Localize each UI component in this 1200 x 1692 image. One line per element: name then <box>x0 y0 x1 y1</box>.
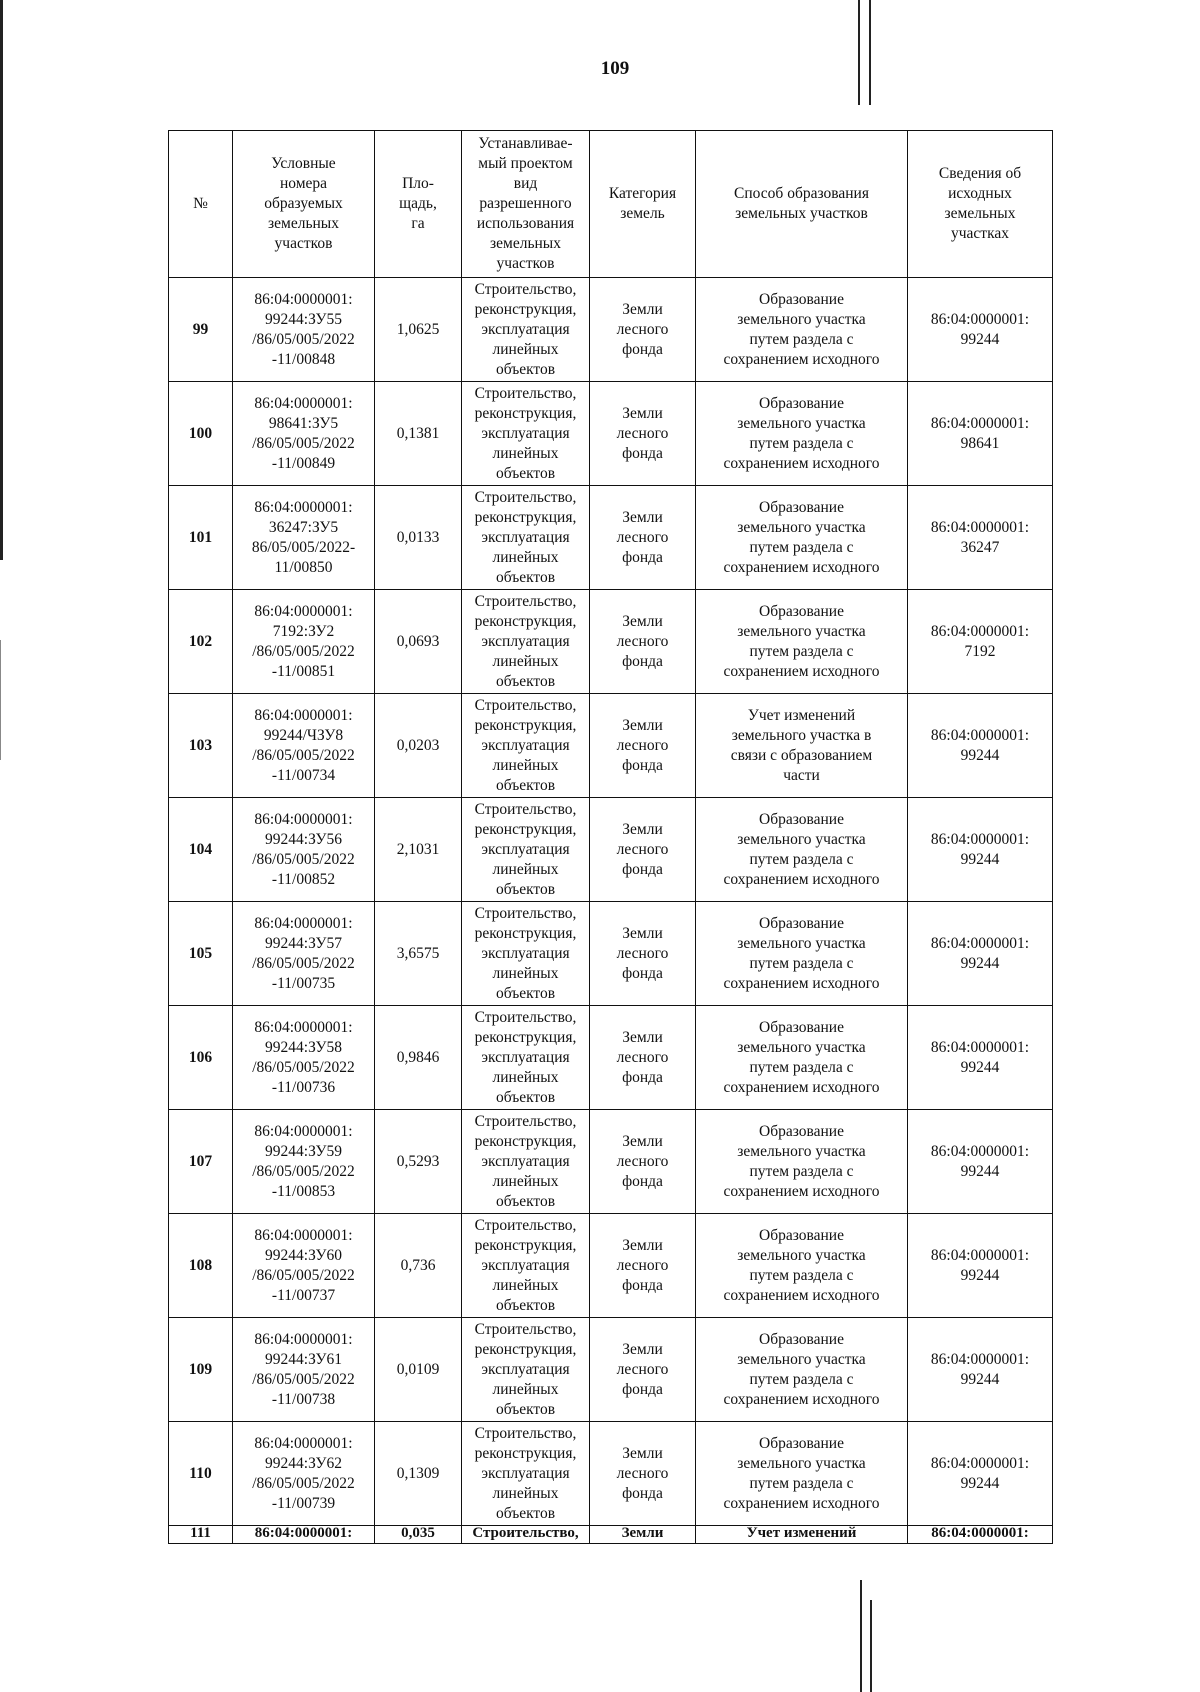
cell-permitted-use: Строительство, реконструкция, эксплуатация линейных объектов <box>462 1422 590 1526</box>
table-row <box>169 590 1053 694</box>
cell-formation-method: Образование земельного участка путем раздела с сохранением исходного <box>696 382 908 486</box>
cell-source-plot: 86:04:0000001: 99244 <box>908 1422 1053 1526</box>
cell-area: 1,0625 <box>375 278 462 382</box>
cell-source-plot: 86:04:0000001: 99244 <box>908 278 1053 382</box>
cell-number: 111 <box>169 1526 233 1544</box>
table-row <box>169 382 1053 486</box>
cell-cadastral-number: 86:04:0000001: 99244:ЗУ60 /86/05/005/2022 -11/00737 <box>233 1214 375 1318</box>
cell-area: 0,0693 <box>375 590 462 694</box>
cell-number: 102 <box>169 590 233 694</box>
table-row <box>169 1214 1053 1318</box>
cell-land-category: Земли лесного фонда <box>590 902 696 1006</box>
cell-cadastral-number: 86:04:0000001: 99244:ЗУ61 /86/05/005/2022 -11/00738 <box>233 1318 375 1422</box>
cell-land-category: Земли лесного фонда <box>590 486 696 590</box>
header-land-category: Категория земель <box>590 131 696 278</box>
cell-cadastral-number: 86:04:0000001: 99244:ЗУ57 /86/05/005/2022 -11/00735 <box>233 902 375 1006</box>
cell-number: 106 <box>169 1006 233 1110</box>
cell-land-category: Земли лесного фонда <box>590 278 696 382</box>
cell-land-category: Земли лесного фонда <box>590 1318 696 1422</box>
cell-formation-method: Образование земельного участка путем раздела с сохранением исходного <box>696 1318 908 1422</box>
cell-land-category: Земли лесного фонда <box>590 694 696 798</box>
cell-number: 107 <box>169 1110 233 1214</box>
table-header-row <box>169 131 1053 278</box>
cell-source-plot: 86:04:0000001: 7192 <box>908 590 1053 694</box>
cell-cadastral-number: 86:04:0000001: 99244:ЗУ62 /86/05/005/2022 -11/00739 <box>233 1422 375 1526</box>
cell-permitted-use: Строительство, <box>462 1526 590 1544</box>
cell-formation-method: Образование земельного участка путем раздела с сохранением исходного <box>696 1006 908 1110</box>
cell-land-category: Земли лесного фонда <box>590 590 696 694</box>
cell-permitted-use: Строительство, реконструкция, эксплуатация линейных объектов <box>462 382 590 486</box>
cell-formation-method: Образование земельного участка путем раздела с сохранением исходного <box>696 1214 908 1318</box>
cell-land-category: Земли лесного фонда <box>590 382 696 486</box>
cell-formation-method: Образование земельного участка путем раздела с сохранением исходного <box>696 1422 908 1526</box>
land-plots-table <box>168 130 1053 1544</box>
cell-land-category: Земли лесного фонда <box>590 798 696 902</box>
cell-cadastral-number: 86:04:0000001: 99244:ЗУ55 /86/05/005/2022 -11/00848 <box>233 278 375 382</box>
header-number: № <box>169 131 233 278</box>
cell-number: 108 <box>169 1214 233 1318</box>
cell-source-plot: 86:04:0000001: 98641 <box>908 382 1053 486</box>
cell-source-plot: 86:04:0000001: 99244 <box>908 798 1053 902</box>
cell-land-category: Земли лесного фонда <box>590 1422 696 1526</box>
table-row <box>169 798 1053 902</box>
cell-formation-method: Учет изменений <box>696 1526 908 1544</box>
scan-edge-line <box>0 0 3 560</box>
cell-formation-method: Образование земельного участка путем раздела с сохранением исходного <box>696 798 908 902</box>
cell-number: 110 <box>169 1422 233 1526</box>
cell-area: 0,9846 <box>375 1006 462 1110</box>
cell-source-plot: 86:04:0000001: 99244 <box>908 1110 1053 1214</box>
table-row <box>169 694 1053 798</box>
header-source-plots: Сведения об исходных земельных участках <box>908 131 1053 278</box>
cell-land-category: Земли лесного фонда <box>590 1006 696 1110</box>
cell-permitted-use: Строительство, реконструкция, эксплуатация линейных объектов <box>462 798 590 902</box>
cell-source-plot: 86:04:0000001: 99244 <box>908 694 1053 798</box>
cell-source-plot: 86:04:0000001: <box>908 1526 1053 1544</box>
cell-permitted-use: Строительство, реконструкция, эксплуатация линейных объектов <box>462 1318 590 1422</box>
cell-formation-method: Образование земельного участка путем раздела с сохранением исходного <box>696 1110 908 1214</box>
cell-number: 100 <box>169 382 233 486</box>
table-row <box>169 1318 1053 1422</box>
cell-cadastral-number: 86:04:0000001: 36247:ЗУ5 86/05/005/2022- 11/00850 <box>233 486 375 590</box>
cell-permitted-use: Строительство, реконструкция, эксплуатация линейных объектов <box>462 1214 590 1318</box>
table-row <box>169 1006 1053 1110</box>
cell-area: 0,0133 <box>375 486 462 590</box>
cell-formation-method: Образование земельного участка путем раздела с сохранением исходного <box>696 902 908 1006</box>
cell-area: 0,1381 <box>375 382 462 486</box>
header-area: Пло- щадь, га <box>375 131 462 278</box>
scan-edge-line <box>0 640 1 760</box>
cell-area: 0,0109 <box>375 1318 462 1422</box>
cell-number: 105 <box>169 902 233 1006</box>
cell-number: 104 <box>169 798 233 902</box>
table-row <box>169 902 1053 1006</box>
scan-edge-line <box>869 0 871 105</box>
cell-source-plot: 86:04:0000001: 99244 <box>908 1318 1053 1422</box>
cell-land-category: Земли лесного фонда <box>590 1110 696 1214</box>
table-row <box>169 486 1053 590</box>
header-formation-method: Способ образования земельных участков <box>696 131 908 278</box>
cell-cadastral-number: 86:04:0000001: 99244:ЗУ56 /86/05/005/2022 -11/00852 <box>233 798 375 902</box>
cell-formation-method: Учет изменений земельного участка в связи с образованием части <box>696 694 908 798</box>
scan-edge-line <box>870 1600 872 1692</box>
cell-formation-method: Образование земельного участка путем раздела с сохранением исходного <box>696 486 908 590</box>
cell-cadastral-number: 86:04:0000001: 99244:ЗУ59 /86/05/005/2022 -11/00853 <box>233 1110 375 1214</box>
cell-source-plot: 86:04:0000001: 99244 <box>908 1214 1053 1318</box>
cell-area: 2,1031 <box>375 798 462 902</box>
cell-area: 0,0203 <box>375 694 462 798</box>
cell-cadastral-number: 86:04:0000001: 98641:ЗУ5 /86/05/005/2022 -11/00849 <box>233 382 375 486</box>
header-cadastral-numbers: Условные номера образуемых земельных участков <box>233 131 375 278</box>
table-body <box>169 278 1053 1544</box>
table-row-partial <box>169 1526 1053 1544</box>
cell-number: 99 <box>169 278 233 382</box>
cell-area: 0,1309 <box>375 1422 462 1526</box>
scan-edge-line <box>860 1580 862 1692</box>
cell-permitted-use: Строительство, реконструкция, эксплуатация линейных объектов <box>462 1006 590 1110</box>
cell-formation-method: Образование земельного участка путем раздела с сохранением исходного <box>696 590 908 694</box>
cell-source-plot: 86:04:0000001: 99244 <box>908 1006 1053 1110</box>
cell-area: 0,736 <box>375 1214 462 1318</box>
table-row <box>169 1422 1053 1526</box>
cell-land-category: Земли <box>590 1526 696 1544</box>
cell-number: 101 <box>169 486 233 590</box>
cell-permitted-use: Строительство, реконструкция, эксплуатация линейных объектов <box>462 278 590 382</box>
cell-cadastral-number: 86:04:0000001: 99244/ЧЗУ8 /86/05/005/2022 -11/00734 <box>233 694 375 798</box>
cell-cadastral-number: 86:04:0000001: 99244:ЗУ58 /86/05/005/2022 -11/00736 <box>233 1006 375 1110</box>
cell-permitted-use: Строительство, реконструкция, эксплуатация линейных объектов <box>462 694 590 798</box>
cell-formation-method: Образование земельного участка путем раздела с сохранением исходного <box>696 278 908 382</box>
cell-number: 103 <box>169 694 233 798</box>
cell-source-plot: 86:04:0000001: 99244 <box>908 902 1053 1006</box>
cell-area: 0,035 <box>375 1526 462 1544</box>
scan-edge-line <box>858 0 860 105</box>
header-permitted-use: Устанавливае- мый проектом вид разрешенного использования земельных участков <box>462 131 590 278</box>
cell-permitted-use: Строительство, реконструкция, эксплуатация линейных объектов <box>462 590 590 694</box>
table-row <box>169 1110 1053 1214</box>
cell-cadastral-number: 86:04:0000001: 7192:ЗУ2 /86/05/005/2022 -11/00851 <box>233 590 375 694</box>
cell-area: 3,6575 <box>375 902 462 1006</box>
cell-area: 0,5293 <box>375 1110 462 1214</box>
cell-land-category: Земли лесного фонда <box>590 1214 696 1318</box>
cell-cadastral-number: 86:04:0000001: <box>233 1526 375 1544</box>
cell-number: 109 <box>169 1318 233 1422</box>
cell-permitted-use: Строительство, реконструкция, эксплуатация линейных объектов <box>462 1110 590 1214</box>
cell-source-plot: 86:04:0000001: 36247 <box>908 486 1053 590</box>
page-number: 109 <box>600 58 630 79</box>
cell-permitted-use: Строительство, реконструкция, эксплуатация линейных объектов <box>462 486 590 590</box>
cell-permitted-use: Строительство, реконструкция, эксплуатация линейных объектов <box>462 902 590 1006</box>
table-row <box>169 278 1053 382</box>
